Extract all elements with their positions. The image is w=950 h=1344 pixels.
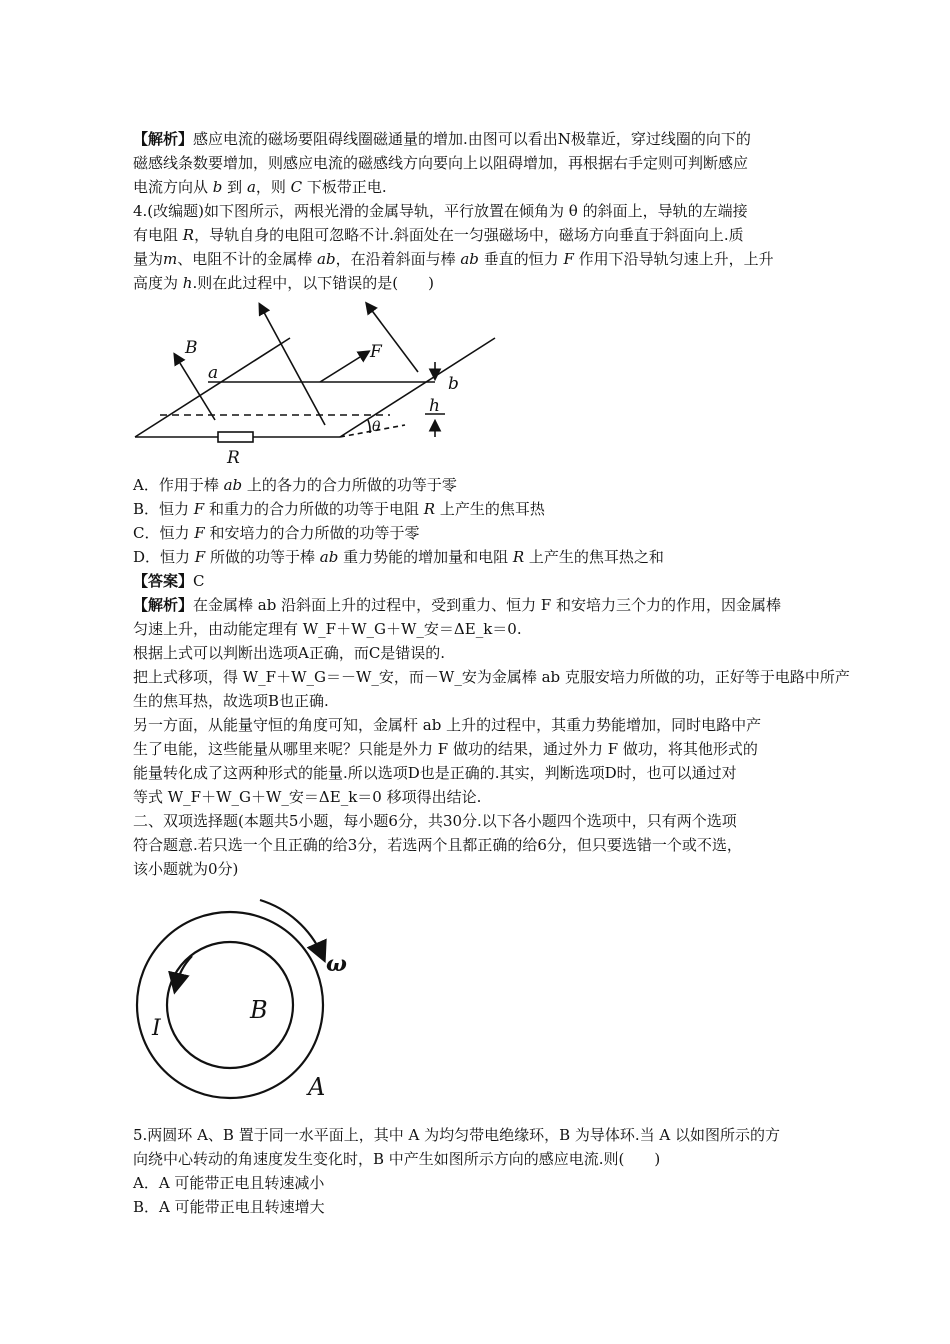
q4-answer: 【答案】C bbox=[133, 572, 205, 590]
label-i: I bbox=[152, 1016, 161, 1041]
label-r: R bbox=[227, 448, 240, 468]
q4-explain-line-2: 匀速上升，由动能定理有 W_F＋W_G＋W_安＝ΔE_k＝0. bbox=[133, 620, 522, 638]
q5-option-a: A．A 可能带正电且转速减小 bbox=[133, 1174, 325, 1192]
q5-stem-line-2: 向绕中心转动的角速度发生变化时，B 中产生如图所示方向的感应电流.则( ) bbox=[133, 1150, 661, 1168]
q4-explain-line-9: 等式 W_F＋W_G＋W_安＝ΔE_k＝0 移项得出结论. bbox=[133, 788, 482, 806]
q3-explain-line-2: 磁感线条数要增加，则感应电流的磁感线方向要向上以阻碍增加，再根据右手定则可判断感应 bbox=[133, 154, 749, 172]
q4-option-b: B．恒力 F 和重力的合力所做的功等于电阻 R 上产生的焦耳热 bbox=[133, 500, 545, 518]
q4-stem-line-4: 高度为 h.则在此过程中，以下错误的是( ) bbox=[133, 274, 434, 292]
label-b: B bbox=[250, 996, 268, 1024]
section2-line-2: 符合题意.若只选一个且正确的给3分，若选两个且都正确的给6分，但只要选错一个或不选， bbox=[133, 836, 742, 854]
q4-option-c: C．恒力 F 和安培力的合力所做的功等于零 bbox=[133, 524, 420, 542]
section2-line-3: 该小题就为0分) bbox=[133, 860, 239, 878]
q4-explain-line-4: 把上式移项，得 W_F＋W_G＝－W_安，而－W_安为金属棒 ab 克服安培力所做的功，正好等于电路中所产 bbox=[133, 668, 850, 686]
q4-explain-line-6: 另一方面，从能量守恒的角度可知，金属杆 ab 上升的过程中，其重力势能增加，同时电路中产 bbox=[133, 716, 762, 734]
q4-stem-line-2: 有电阻 R，导轨自身的电阻可忽略不计.斜面处在一匀强磁场中，磁场方向垂直于斜面向上.质 bbox=[133, 226, 744, 244]
q4-option-d: D．恒力 F 所做的功等于棒 ab 重力势能的增加量和电阻 R 上产生的焦耳热之和 bbox=[133, 548, 664, 566]
inner-ring-b bbox=[167, 942, 293, 1068]
q4-explain-line-8: 能量转化成了这两种形式的能量.所以选项D也是正确的.其实，判断选项D时，也可以通过对 bbox=[133, 764, 737, 782]
q4-explain-line-7: 生了电能，这些能量从哪里来呢？只能是外力 F 做功的结果，通过外力 F 做功，将其他形式的 bbox=[133, 740, 758, 758]
rotation-arrow bbox=[260, 900, 322, 955]
q5-option-b: B．A 可能带正电且转速增大 bbox=[133, 1198, 325, 1216]
label-b-field: B bbox=[185, 338, 198, 358]
resistor-symbol bbox=[218, 432, 253, 442]
label-b: b bbox=[448, 374, 459, 394]
q3-explain-line-3: 电流方向从 b 到 a，则 C 下板带正电. bbox=[133, 178, 387, 196]
label-theta: θ bbox=[372, 419, 381, 435]
q4-explain-line-3: 根据上式可以判断出选项A正确，而C是错误的. bbox=[133, 644, 446, 662]
incline-rail-figure bbox=[130, 300, 510, 470]
left-rail bbox=[135, 338, 290, 437]
label-a: A bbox=[308, 1073, 326, 1101]
explain-tag: 【解析】 bbox=[133, 130, 194, 148]
q4-explain-line-5: 生的焦耳热，故选项B也正确. bbox=[133, 692, 329, 710]
q4-stem-line-3: 量为m、电阻不计的金属棒 ab，在沿着斜面与棒 ab 垂直的恒力 F 作用下沿导轨匀速上升，上升 bbox=[133, 250, 774, 268]
label-f: F bbox=[370, 342, 382, 362]
label-h: h bbox=[429, 396, 440, 416]
label-omega: ω bbox=[326, 951, 347, 977]
q4-stem-line-1: 4.(改编题)如下图所示，两根光滑的金属导轨，平行放置在倾角为 θ 的斜面上，导轨的左端接 bbox=[133, 202, 748, 220]
q3-explain-line-1: 【解析】感应电流的磁场要阻碍线圈磁通量的增加.由图可以看出N极靠近，穿过线圈的向下的 bbox=[133, 130, 751, 148]
section2-line-1: 二、双项选择题(本题共5小题，每小题6分，共30分.以下各小题四个选项中，只有两个选项 bbox=[133, 812, 737, 830]
label-a: a bbox=[208, 363, 219, 383]
rings-figure bbox=[130, 890, 370, 1105]
right-rail bbox=[340, 338, 495, 437]
b-field-arrow-2 bbox=[260, 305, 325, 425]
force-f-arrow bbox=[320, 352, 368, 382]
q5-stem-line-1: 5.两圆环 A、B 置于同一水平面上，其中 A 为均匀带电绝缘环，B 为导体环.当 A 以如图所示的方 bbox=[133, 1126, 781, 1144]
q4-option-a: A．作用于棒 ab 上的各力的合力所做的功等于零 bbox=[133, 476, 457, 494]
q4-explain-line-1: 【解析】在金属棒 ab 沿斜面上升的过程中，受到重力、恒力 F 和安培力三个力的作用，因金属棒 bbox=[133, 596, 782, 614]
outer-ring-a bbox=[137, 912, 323, 1098]
